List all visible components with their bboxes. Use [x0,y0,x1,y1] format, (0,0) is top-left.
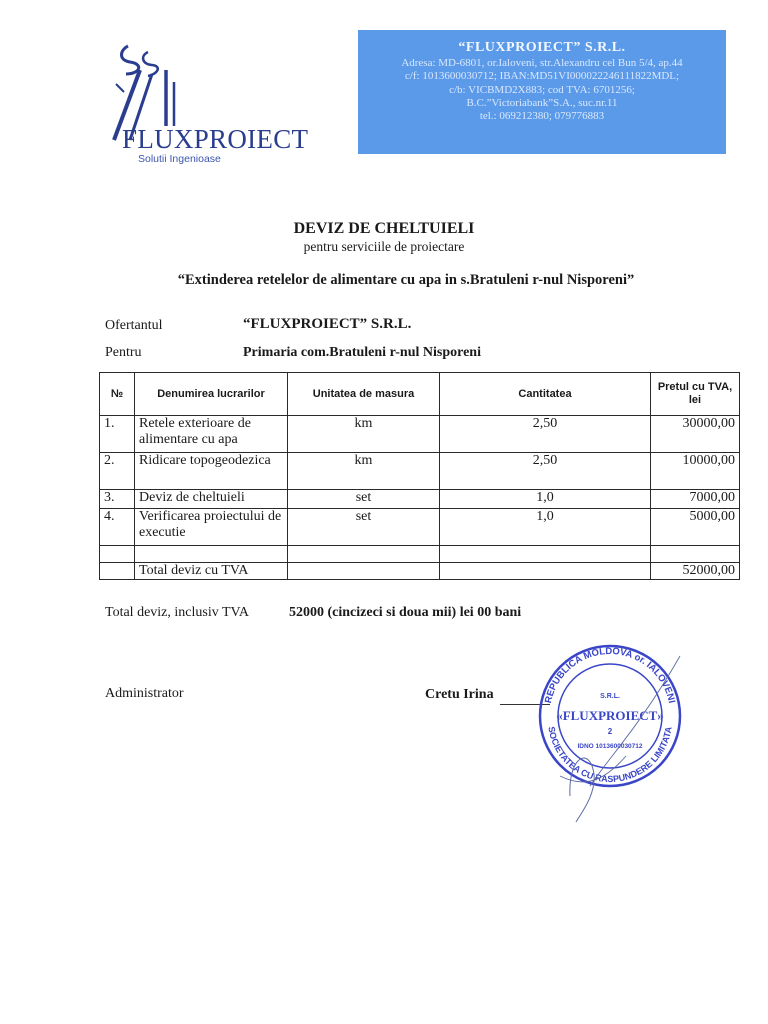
row-nr: 1. [100,416,135,453]
row-unit: km [288,453,440,490]
header-price: Pretul cu TVA, lei [651,373,740,416]
table-header-row [100,373,740,416]
table-row [100,453,740,490]
document-subtitle: pentru serviciile de proiectare [303,239,465,254]
stamp-bottom-text: SOCIETATEA CU RASPUNDERE LIMITATA [546,725,674,785]
row-quantity: 1,0 [440,490,651,509]
row-unit: set [288,509,440,546]
pentru-value: Primaria com.Bratuleni r-nul Nisporeni [243,345,481,360]
company-details-box [358,30,726,154]
header-quantity: Cantitatea [440,373,651,416]
stamp-seal-icon [530,636,690,826]
document-title: DEVIZ DE CHELTUIELI [293,220,475,237]
stamp-top-text: REPUBLICA MOLDOVA or. IALOVENI [543,645,677,705]
ofertant-label: Ofertantul [105,318,163,333]
company-fiscal-iban: c/f: 1013600030712; IBAN:MD51VI000022246111822MDL; [404,70,680,83]
estimate-table [99,372,740,580]
table-total-row [100,563,740,580]
logo-tagline: Solutii Ingenioase [138,153,221,165]
signature-name: Cretu Irina [425,687,494,702]
project-title: “Extinderea retelelor de alimentare cu apa in s.Bratuleni r-nul Nisporeni” [177,272,635,288]
table-row-empty [100,546,740,563]
signature-role: Administrator [105,686,184,701]
row-name: Ridicare topogeodezica [135,453,288,490]
row-quantity: 1,0 [440,509,651,546]
company-stamp [530,636,690,826]
company-phone: tel.: 069212380; 079776883 [479,110,605,123]
stamp-srl: S.R.L. [600,693,620,700]
logo-name: FLUXPROIECT [122,124,309,154]
row-unit: set [288,490,440,509]
total-value: 52000,00 [651,563,740,580]
header-nr: № [100,373,135,416]
row-price: 5000,00 [651,509,740,546]
ofertant-value: “FLUXPROIECT” S.R.L. [243,316,412,332]
row-nr: 3. [100,490,135,509]
row-price: 7000,00 [651,490,740,509]
pentru-label: Pentru [105,345,142,360]
company-bank-vat: c/b: VICBMD2X883; cod TVA: 6701256; [449,83,635,96]
stamp-idno: IDNO 1013600030712 [577,743,643,750]
row-quantity: 2,50 [440,416,651,453]
row-nr: 4. [100,509,135,546]
row-name: Retele exterioare de alimentare cu apa [135,416,288,453]
header-unit: Unitatea de masura [288,373,440,416]
row-name: Verificarea proiectului de executie [135,509,288,546]
company-bank-branch: B.C.”Victoriabank”S.A., suc.nr.11 [466,96,618,109]
stamp-number: 2 [607,727,613,736]
company-address: Adresa: MD-6801, or.Ialoveni, str.Alexandru cel Bun 5/4, ap.44 [401,57,683,69]
row-unit: km [288,416,440,453]
row-quantity: 2,50 [440,453,651,490]
company-name: “FLUXPROIECT” S.R.L. [458,40,626,55]
table-row [100,416,740,453]
row-nr: 2. [100,453,135,490]
stamp-center-text: «FLUXPROIECT» [556,708,664,723]
summary-label: Total deviz, inclusiv TVA [105,605,249,620]
table-row [100,509,740,546]
row-price: 30000,00 [651,416,740,453]
total-label: Total deviz cu TVA [135,563,288,580]
header-name: Denumirea lucrarilor [135,373,288,416]
row-price: 10000,00 [651,453,740,490]
table-row [100,490,740,509]
summary-value: 52000 (cincizeci si doua mii) lei 00 bani [289,605,522,620]
row-name: Deviz de cheltuieli [135,490,288,509]
company-logo [100,40,309,170]
